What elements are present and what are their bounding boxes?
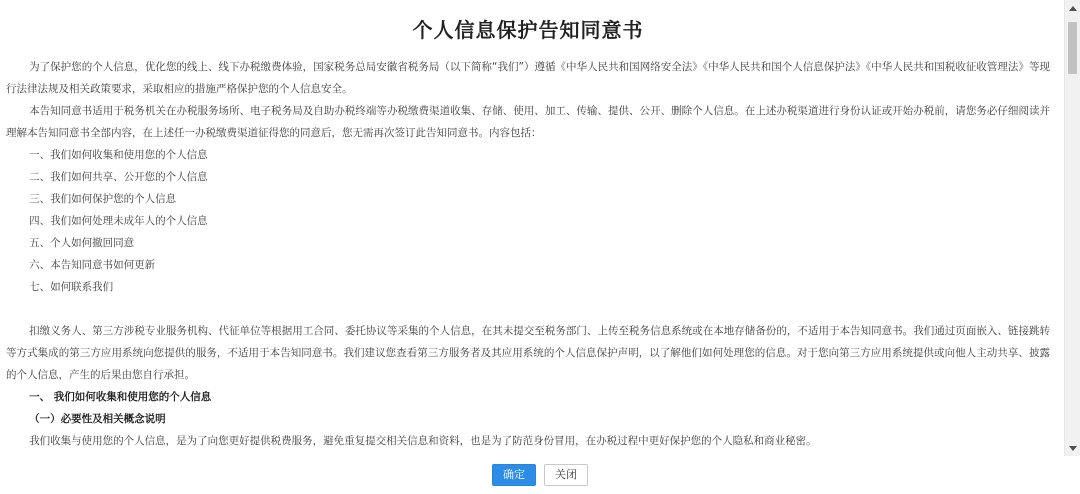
contents-item: 二、我们如何共享、公开您的个人信息 [29,171,208,183]
scope-paragraph: 本告知同意书适用于税务机关在办税服务场所、电子税务局及自助办税终端等办税缴费渠道收集、存储、使用、加工、传输、提供、公开、删除个人信息。在上述办税渠道进行身份认证或开始办税前，请您务必仔细阅读并理解本告知同意书全部内容，在上述任一办税缴费渠道征得您的同意后，您无需再次签订此告知同意书。内容包括： [6,105,1050,139]
contents-item: 三、我们如何保护您的个人信息 [29,193,177,205]
spacer [6,298,1050,320]
scroll-up-button[interactable] [1065,0,1080,16]
dialog-footer [0,456,1080,494]
section-1-heading: 一、 我们如何收集和使用您的个人信息 [29,391,212,403]
triangle-down-icon [1069,446,1077,451]
third-party-paragraph: 扣缴义务人、第三方涉税专业服务机构、代征单位等根据用工合同、委托协议等采集的个人信息，在其未提交至税务部门、上传至税务信息系统或在本地存储备份的，不适用于本告知同意书。我们通过页面嵌入、链接跳转等方式集成的第三方应用系统向您提供的服务，不适用于本告知同意书。我们建议您查看第三方服务者及其应用系统的个人信息保护声明，以了解他们如何处理您的信息。对于您向第三方应用系统提供或向他人主动共享、披露的个人信息，产生的后果由您自行承担。 [6,325,1050,381]
contents-item: 七、如何联系我们 [29,281,114,293]
contents-item: 五、个人如何撤回同意 [29,237,135,249]
vertical-scrollbar[interactable] [1064,0,1080,456]
contents-item: 六、本告知同意书如何更新 [29,259,156,271]
section-1-subheading: （一）必要性及相关概念说明 [29,413,166,425]
contents-list [6,144,1050,298]
contents-item: 四、我们如何处理未成年人的个人信息 [29,215,208,227]
confirm-button[interactable]: 确定 [492,464,536,486]
scrollbar-thumb[interactable] [1068,22,1077,74]
section-1-paragraph: 我们收集与使用您的个人信息，是为了向您更好提供税费服务，避免重复提交相关信息和资料，也是为了防范身份冒用，在办税过程中更好保护您的个人隐私和商业秘密。 [29,435,817,447]
scroll-down-button[interactable] [1065,440,1080,456]
close-button[interactable]: 关闭 [544,464,588,486]
intro-paragraph: 为了保护您的个人信息，优化您的线上、线下办税缴费体验，国家税务总局安徽省税务局（以下简称“我们”）遵循《中华人民共和国网络安全法》《中华人民共和国个人信息保护法》《中华人民共和国税收征收管理法》等现行法律法规及相关政策要求，采取相应的措施严格保护您的个人信息安全。 [6,61,1050,95]
document-title: 个人信息保护告知同意书 [412,18,644,42]
triangle-up-icon [1069,6,1077,11]
contents-item: 一、我们如何收集和使用您的个人信息 [29,149,208,161]
